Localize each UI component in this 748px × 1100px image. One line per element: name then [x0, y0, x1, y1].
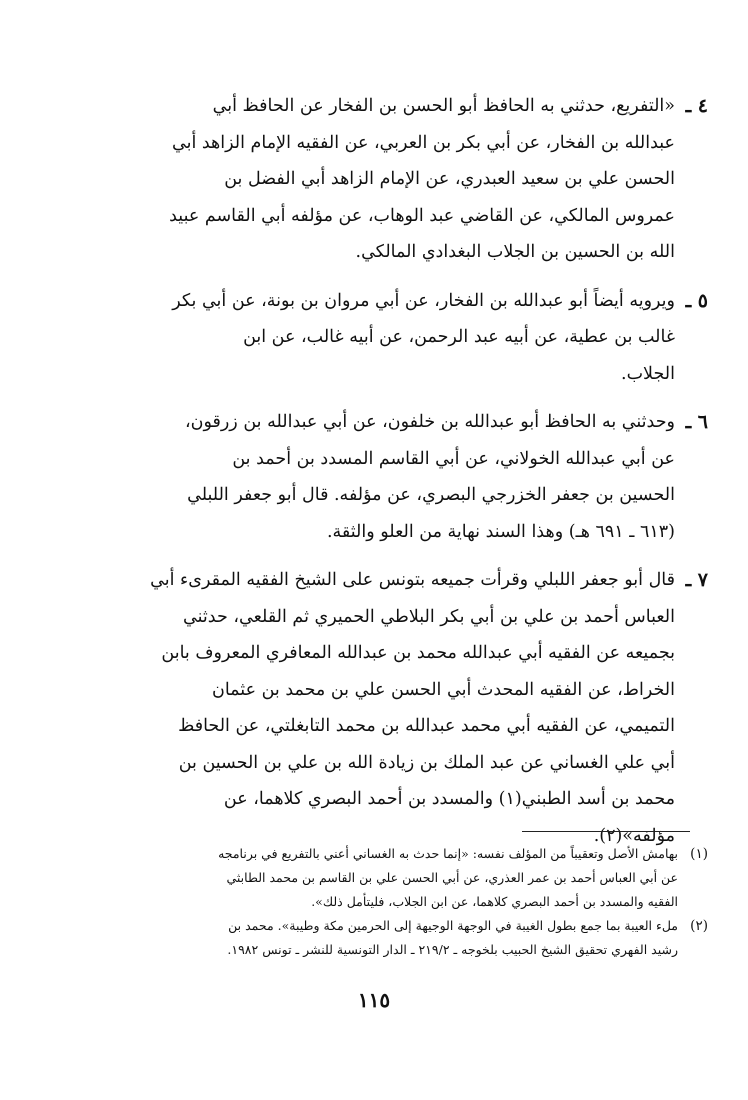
text-line: ويرويه أيضاً أبو عبدالله بن الفخار، عن أبي مروان بن بونة، عن أبي بكر: [172, 290, 675, 311]
text-line: أبي علي الغساني عن عبد الملك بن زيادة الله بن علي بن الحسين بن: [178, 752, 675, 773]
entry-4: [68, 88, 708, 271]
footnote-number: (١): [690, 846, 708, 862]
footnote-separator: [522, 831, 690, 832]
text-line: عن أبي عبدالله الخولاني، عن أبي القاسم المسدد بن أحمد بن: [232, 448, 675, 469]
text-line: التميمي، عن الفقيه أبي محمد عبدالله بن محمد التابغلتي، عن الحافظ: [178, 716, 675, 736]
text-line: عبدالله بن الفخار، عن أبي بكر بن العربي، عن الفقيه الإمام الزاهد أبي: [171, 132, 675, 153]
text-line: محمد بن أسد الطبني(١) والمسدد بن أحمد البصري كلاهما، عن: [223, 789, 675, 809]
text-line: الجلاب.: [621, 363, 675, 384]
entry-number: ٤ ـ: [685, 95, 708, 117]
text-line: الحسين بن جعفر الخزرجي البصري، عن مؤلفه. قال أبو جعفر اللبلي: [187, 485, 675, 505]
footnote-line: رشيد الفهري تحقيق الشيخ الحبيب بلخوجه ـ ٢١٩/٢ ـ الدار التونسية للنشر ـ تونس ١٩٨٢.: [227, 942, 678, 957]
text-line: قال أبو جعفر اللبلي وقرأت جميعه بتونس على الشيخ الفقيه المقرىء أبي: [150, 570, 675, 590]
footnote-1: [38, 842, 708, 914]
entry-7: [68, 562, 708, 854]
footnote-line: عن أبي العباس أحمد بن عمر العذري، عن أبي الحسن علي بن القاسم بن محمد الطابثي: [226, 870, 678, 885]
text-line: الله بن الحسين بن الجلاب البغدادي المالكي.: [355, 242, 675, 262]
text-line: مؤلفه»(٢).: [593, 825, 675, 846]
entry-number: ٥ ـ: [685, 289, 708, 312]
main-text: [68, 88, 708, 866]
entry-5: [68, 283, 708, 393]
text-line: الخراط، عن الفقيه المحدث أبي الحسن علي بن محمد بن عثمان: [211, 679, 675, 700]
page-number: ١١٥: [357, 988, 391, 1012]
footnote-2: [38, 914, 708, 962]
entry-6: [68, 404, 708, 550]
footnote-line: الفقيه والمسدد بن أحمد البصري كلاهما، عن ابن الجلاب، فليتأمل ذلك».: [311, 894, 678, 909]
entry-number: ٧ ـ: [685, 569, 708, 591]
text-line: العباس أحمد بن علي بن أبي بكر البلاطي الحميري ثم القلعي، حدثني: [183, 606, 675, 627]
entry-number: ٦ ـ: [685, 411, 708, 433]
text-line: عمروس المالكي، عن القاضي عبد الوهاب، عن مؤلفه أبي القاسم عبيد: [169, 205, 675, 226]
text-line: غالب بن عطية، عن أبيه عبد الرحمن، عن أبيه غالب، عن ابن: [243, 327, 675, 347]
text-line: وحدثني به الحافظ أبو عبدالله بن خلفون، عن أبي عبدالله بن زرقون،: [184, 412, 675, 432]
text-line: بجميعه عن الفقيه أبي عبدالله محمد بن عبدالله المعافري المعروف بابن: [161, 643, 675, 663]
footnote-number: (٢): [690, 918, 708, 934]
footnote-line: ملء العيبة بما جمع بطول الغيبة في الوجهة الوجيهة إلى الحرمين مكة وطيبة». محمد بن: [228, 918, 678, 933]
text-line: (٦١٣ ـ ٦٩١ هـ) وهذا السند نهاية من العلو والثقة.: [326, 521, 675, 542]
footnotes: [38, 842, 708, 962]
text-line: «التفريع، حدثني به الحافظ أبو الحسن بن الفخار عن الحافظ أبي: [212, 96, 675, 116]
footnote-line: بهامش الأصل وتعقيباً من المؤلف نفسه: «إنما حدث به الغساني أعني بالتفريع في برنامجه: [218, 846, 678, 861]
text-line: الحسن علي بن سعيد العبدري، عن الإمام الزاهد أبي الفضل بن: [224, 169, 675, 189]
